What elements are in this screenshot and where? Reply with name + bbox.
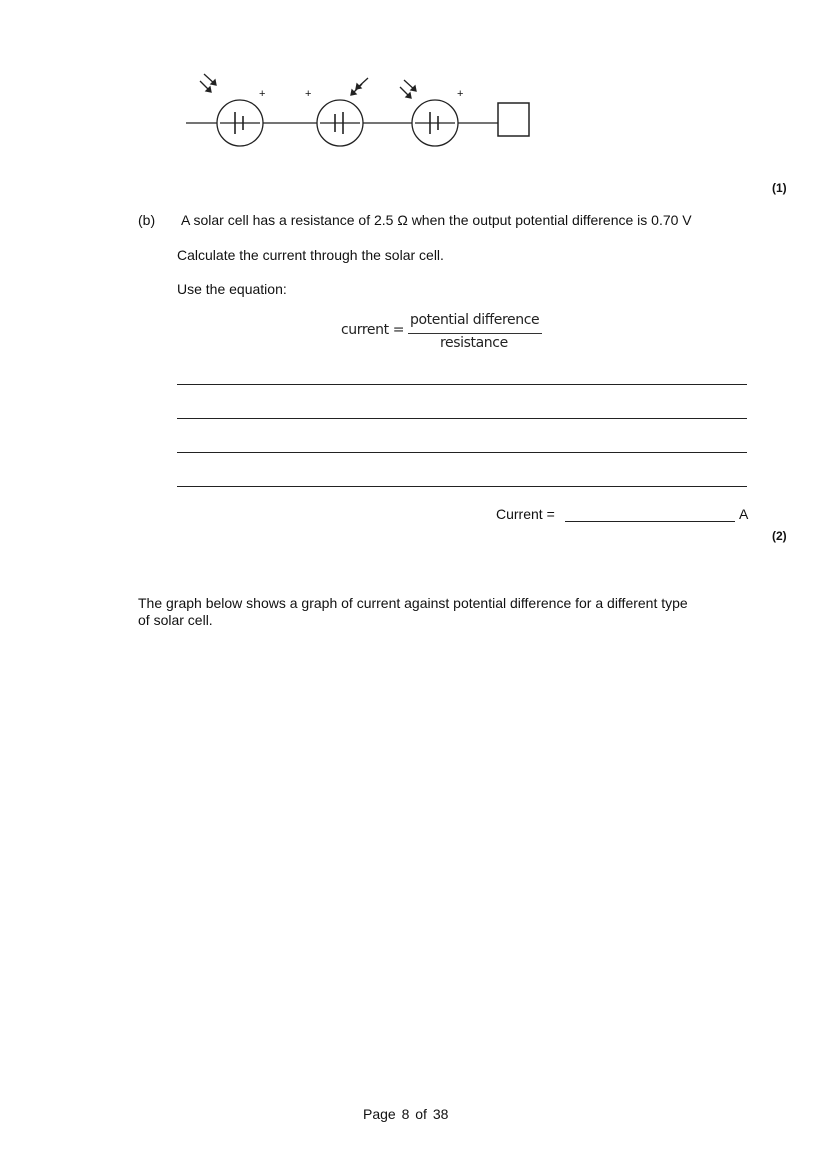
working-line-3[interactable]	[177, 452, 747, 453]
answer-line[interactable]	[565, 521, 735, 522]
light-arrows-3	[400, 80, 416, 98]
equation-numerator: potential difference	[410, 312, 540, 328]
working-line-4[interactable]	[177, 486, 747, 487]
light-arrows-1	[200, 74, 216, 92]
graph-intro-line-2: of solar cell.	[138, 612, 213, 628]
answer-label: Current =	[496, 506, 555, 522]
question-b-stem: A solar cell has a resistance of 2.5 Ω when the output potential difference is 0.70 V	[181, 212, 692, 228]
page-number: Page 8 of 38	[363, 1106, 449, 1122]
answer-box	[498, 103, 529, 136]
solar-cell-2	[317, 100, 363, 146]
working-line-1[interactable]	[177, 384, 747, 385]
answer-unit: A	[739, 506, 749, 522]
mark-part-a: (1)	[772, 181, 787, 195]
mark-part-b: (2)	[772, 529, 787, 543]
solar-cell-1	[217, 100, 263, 146]
solar-cell-3	[412, 100, 458, 146]
working-line-2[interactable]	[177, 418, 747, 419]
equation-denominator: resistance	[440, 335, 508, 351]
solar-cell-circuit-diagram	[180, 70, 540, 160]
equation-fraction-line	[408, 333, 542, 334]
equation-lhs: current =	[341, 322, 405, 338]
question-b-label: (b)	[138, 212, 156, 228]
plus-sign-cell-2: +	[305, 88, 312, 100]
light-arrows-2	[351, 78, 368, 95]
plus-sign-cell-1: +	[259, 88, 266, 100]
question-b-instruction: Calculate the current through the solar cell.	[177, 247, 444, 263]
plus-sign-cell-3: +	[457, 88, 464, 100]
use-equation-label: Use the equation:	[177, 281, 287, 297]
graph-intro-line-1: The graph below shows a graph of current against potential difference for a different type	[138, 595, 688, 611]
